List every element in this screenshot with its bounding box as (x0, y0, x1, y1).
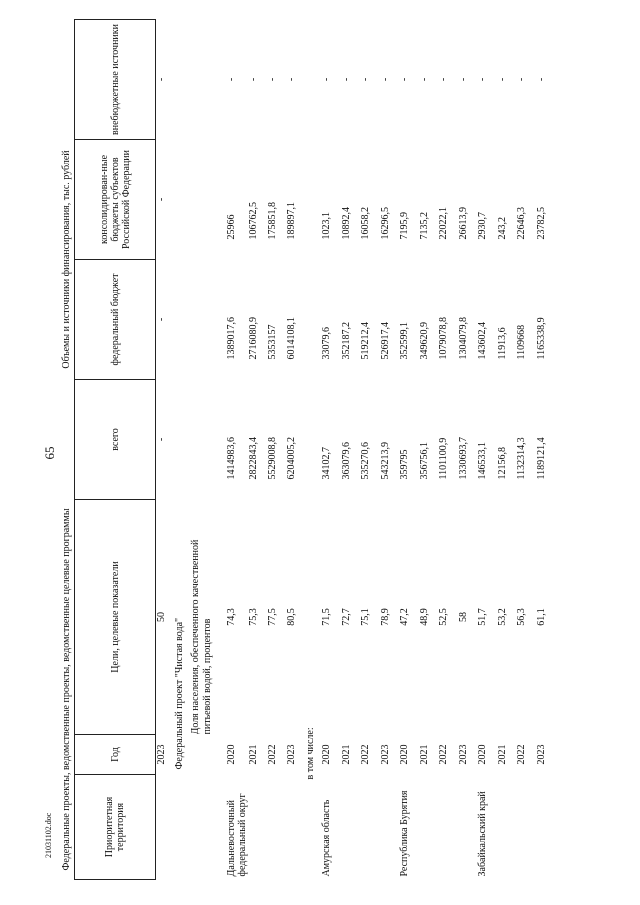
page-number: 65 (42, 446, 57, 460)
total-cell: 363079,6 (340, 441, 352, 480)
table-body (156, 19, 556, 879)
consolidated-cell: 189897,1 (286, 201, 297, 240)
goal-value-cell: 78,9 (379, 608, 391, 626)
project-title-row (174, 19, 190, 879)
federal-cell: 1389017,6 (226, 316, 237, 360)
total-cell: 1132314,3 (516, 437, 527, 480)
intro-year: 2023 (156, 744, 167, 765)
territory-cell (248, 775, 267, 880)
year-cell: 2022 (438, 744, 449, 765)
extra-cell: - (399, 77, 410, 82)
goal-value-cell: 47,2 (399, 608, 410, 626)
extra-cell: - (438, 77, 449, 82)
goal-value-cell: 77,5 (267, 608, 278, 626)
goal-value-cell: 56,3 (516, 608, 527, 626)
table-row (477, 19, 497, 879)
year-cell: 2021 (418, 744, 430, 765)
table-row (497, 19, 517, 879)
year-cell: 2020 (321, 744, 332, 765)
extra-cell: - (457, 77, 469, 82)
territory-cell: Республика Бурятия (399, 790, 410, 877)
table-row (399, 19, 419, 879)
territory-cell (341, 775, 361, 880)
extra-cell: - (286, 77, 297, 82)
territory-cell (497, 775, 517, 880)
table-row (438, 19, 458, 879)
total-cell: 1330693,7 (457, 436, 469, 480)
total-cell: 12156,8 (496, 446, 508, 480)
extra-cell: - (379, 77, 391, 82)
intro-goal: 50 (156, 612, 167, 622)
extra-cell: - (248, 77, 259, 82)
federal-cell: 33079,6 (321, 326, 332, 360)
federal-cell: 352599,1 (399, 321, 410, 360)
federal-cell: 1304079,8 (457, 316, 469, 360)
table-row (536, 19, 556, 879)
consolidated-budget-column-header: консолидирован-ные бюджеты субъектов Российской Федерации (75, 139, 156, 259)
territory-cell (286, 775, 305, 880)
extra-cell: - (340, 77, 352, 82)
intro-extra: - (156, 77, 167, 82)
extra-cell: - (477, 77, 488, 82)
extra-cell: - (418, 77, 430, 82)
total-cell: 1189121,4 (535, 437, 547, 480)
goal-value-cell: 71,5 (321, 608, 332, 626)
territory-cell (438, 775, 458, 880)
year-cell: 2021 (496, 744, 508, 765)
federal-cell: 519212,4 (360, 321, 371, 360)
total-cell: 146533,1 (477, 441, 488, 480)
year-cell: 2023 (535, 744, 547, 765)
funding-table (58, 19, 555, 880)
territory-cell: Дальневосточный федеральный округ (226, 793, 248, 877)
consolidated-cell: 7135,2 (418, 211, 430, 240)
territory-cell (458, 775, 478, 880)
consolidated-cell: 22022,1 (438, 206, 449, 240)
territory-cell: Амурская область (321, 799, 332, 877)
federal-cell: 352187,2 (340, 321, 352, 360)
year-cell: 2023 (286, 744, 297, 765)
territory-cell (267, 775, 286, 880)
extra-cell: - (226, 77, 237, 82)
goal-value-cell: 58 (457, 612, 469, 622)
extra-cell: - (516, 77, 527, 82)
table-row (286, 19, 305, 879)
total-cell: 356756,1 (418, 441, 430, 480)
table-row (380, 19, 400, 879)
goal-value-cell: 75,3 (248, 608, 259, 626)
extra-cell: - (321, 77, 332, 82)
consolidated-cell: 16058,2 (360, 206, 371, 240)
goal-value-cell: 53,2 (496, 608, 508, 626)
year-cell: 2020 (477, 744, 488, 765)
year-cell: 2020 (399, 744, 410, 765)
total-cell: 5529008,8 (267, 436, 278, 480)
territory-cell (419, 775, 439, 880)
extra-cell: - (535, 77, 547, 82)
total-cell: 1101100,9 (438, 437, 449, 480)
table-row (226, 19, 248, 879)
year-cell: 2021 (248, 744, 259, 765)
table-row (419, 19, 439, 879)
federal-cell: 349620,9 (418, 321, 430, 360)
extrabudgetary-column-header: внебюджетные источники (75, 19, 156, 139)
territory-cell (380, 775, 400, 880)
intro-federal: - (156, 317, 167, 322)
goal-value-cell: 48,9 (418, 608, 430, 626)
year-column-header: Год (75, 735, 156, 775)
project-title: Федеральный проект "Чистая вода" (174, 617, 185, 770)
year-cell: 2020 (226, 744, 237, 765)
goal-value-cell: 52,5 (438, 608, 449, 626)
year-cell: 2022 (267, 744, 278, 765)
table-row (248, 19, 267, 879)
federal-cell: 143602,4 (477, 321, 488, 360)
total-cell: 359795 (399, 449, 410, 480)
goal-value-cell: 80,5 (286, 608, 297, 626)
territory-column-header: Приоритетная территория (75, 775, 156, 880)
extra-cell: - (496, 77, 508, 82)
funding-header: Объемы и источники финансирования, тыс. рублей (58, 19, 75, 499)
consolidated-cell: 175851,8 (267, 201, 278, 240)
territory-cell (536, 775, 556, 880)
consolidated-cell: 23782,5 (535, 206, 547, 240)
total-cell: 34102,7 (321, 446, 332, 480)
total-column-header: всего (75, 379, 156, 499)
footer-document-code: 21031102.doc (44, 812, 53, 858)
intro-row (156, 19, 175, 879)
consolidated-cell: 25966 (226, 214, 237, 240)
total-cell: 535270,6 (360, 441, 371, 480)
extra-cell: - (360, 77, 371, 82)
in-that-number-label: в том числе: (305, 727, 316, 780)
rotated-document-table (58, 20, 628, 880)
federal-budget-column-header: федеральный бюджет (75, 259, 156, 379)
table-row (360, 19, 380, 879)
year-cell: 2021 (340, 744, 352, 765)
table-row (458, 19, 478, 879)
consolidated-cell: 1023,1 (321, 211, 332, 240)
federal-cell: 526917,4 (379, 321, 391, 360)
consolidated-cell: 2930,7 (477, 211, 488, 240)
consolidated-cell: 26613,9 (457, 206, 469, 240)
year-cell: 2022 (360, 744, 371, 765)
extra-cell: - (267, 77, 278, 82)
federal-cell: 6014108,1 (286, 316, 297, 360)
year-cell: 2023 (379, 744, 391, 765)
consolidated-cell: 22646,3 (516, 206, 527, 240)
goal-value-cell: 72,7 (340, 608, 352, 626)
consolidated-cell: 16296,5 (379, 206, 391, 240)
territory-cell: Забайкальский край (477, 791, 488, 877)
goal-value-cell: 75,1 (360, 608, 371, 626)
table-row (321, 19, 341, 879)
indicator-row (190, 19, 226, 879)
consolidated-cell: 243,2 (496, 216, 508, 240)
consolidated-cell: 7195,9 (399, 211, 410, 240)
goal-value-cell: 61,1 (535, 608, 547, 626)
intro-total: - (156, 437, 167, 442)
year-cell: 2022 (516, 744, 527, 765)
goal-value-cell: 74,3 (226, 608, 237, 626)
total-cell: 2822843,4 (248, 436, 259, 480)
consolidated-cell: 10892,4 (340, 206, 352, 240)
territory-cell (360, 775, 380, 880)
table-row (516, 19, 536, 879)
goal-column-header: Цели, целевые показатели (75, 499, 156, 734)
total-cell: 543213,9 (379, 441, 391, 480)
goal-value-cell: 51,7 (477, 608, 488, 626)
year-cell: 2023 (457, 744, 469, 765)
intro-consolidated: - (156, 197, 167, 202)
federal-cell: 11913,6 (496, 327, 508, 360)
total-cell: 6204005,2 (286, 436, 297, 480)
total-cell: 1414983,6 (226, 436, 237, 480)
federal-cell: 1165338,9 (535, 317, 547, 360)
in-that-number-row (305, 19, 321, 879)
federal-cell: 1109668 (516, 324, 527, 360)
federal-cell: 1079078,8 (438, 316, 449, 360)
consolidated-cell: 106762,5 (248, 201, 259, 240)
table-row (341, 19, 361, 879)
indicator-text: Доля населения, обеспеченного качественной питьевой водой, процентов (190, 539, 213, 735)
table-row (267, 19, 286, 879)
federal-cell: 5353157 (267, 324, 278, 360)
projects-header: Федеральные проекты, ведомственные проекты, ведомственные целевые программы (58, 499, 75, 879)
federal-cell: 2716080,9 (248, 316, 259, 360)
territory-cell (516, 775, 536, 880)
